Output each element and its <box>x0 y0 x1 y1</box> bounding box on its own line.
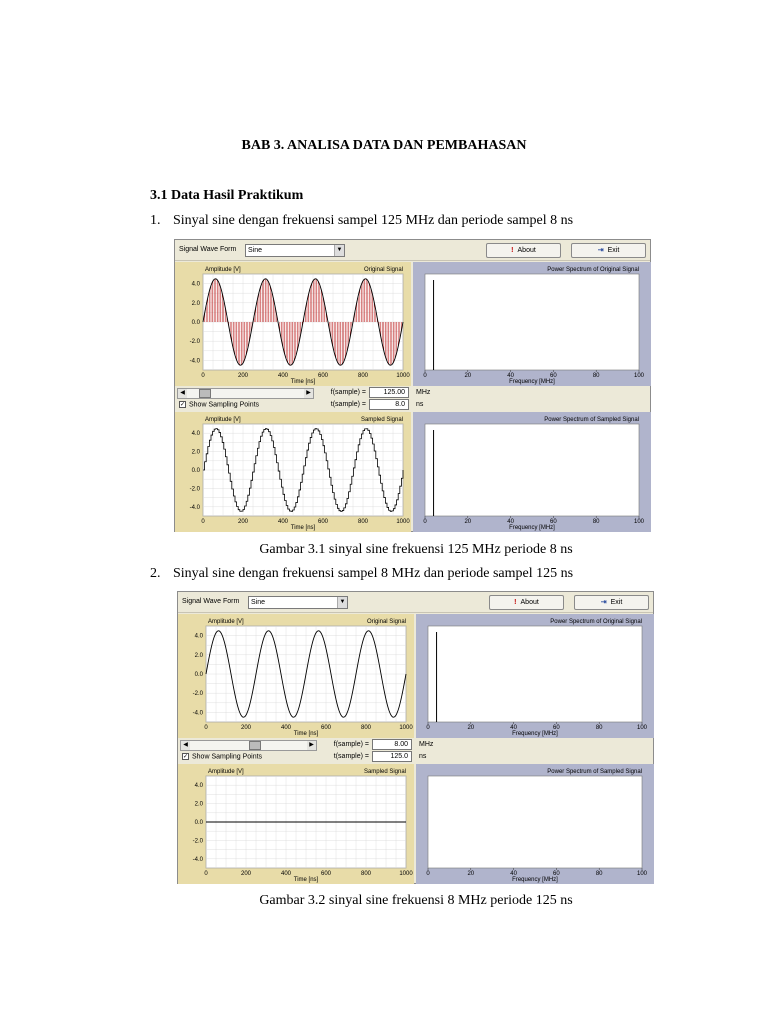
x-tick-label: 100 <box>636 871 648 877</box>
x-tick-label: 600 <box>317 373 329 379</box>
y-axis-label: Amplitude [V] <box>205 417 241 423</box>
list-item-1 <box>150 213 573 229</box>
wave-form-select[interactable] <box>245 244 345 257</box>
chart-title: Power Spectrum of Sampled Signal <box>547 769 642 775</box>
x-tick-label: 0 <box>204 725 208 731</box>
x-tick-label: 1000 <box>399 725 413 731</box>
x-tick-label: 0 <box>426 871 430 877</box>
exit-label: Exit <box>607 247 620 254</box>
x-tick-label: 600 <box>320 871 332 877</box>
sampled-signal-panel <box>178 764 414 884</box>
tsample-label: t(sample) = <box>333 753 369 760</box>
x-tick-label: 80 <box>592 373 600 379</box>
sampled-spectrum-panel <box>416 764 654 884</box>
chevron-down-icon[interactable]: ▼ <box>334 245 344 256</box>
y-tick-label: 4.0 <box>191 281 200 288</box>
about-label: About <box>517 247 536 254</box>
x-tick-label: 0 <box>423 519 427 525</box>
y-tick-label: 4.0 <box>191 431 200 438</box>
list-item-text: Sinyal sine dengan frekuensi sampel 125 MHz dan periode sampel 8 ns <box>173 213 574 228</box>
figure-caption-1: Gambar 3.1 sinyal sine frekuensi 125 MHz periode 8 ns <box>259 542 573 557</box>
figure-caption-2: Gambar 3.2 sinyal sine frekuensi 8 MHz periode 125 ns <box>259 893 573 908</box>
wave-form-label: Signal Wave Form <box>179 246 237 253</box>
x-tick-label: 20 <box>464 373 472 379</box>
chart-title: Power Spectrum of Original Signal <box>550 619 642 625</box>
tsample-field[interactable]: 125.0 <box>372 751 412 762</box>
y-tick-label: -2.0 <box>192 838 203 845</box>
plot-area <box>425 424 639 516</box>
x-axis-label: Time [ns] <box>293 731 319 737</box>
x-axis-label: Frequency [MHz] <box>512 731 558 737</box>
tsample-unit: ns <box>416 401 424 408</box>
y-tick-label: 4.0 <box>194 633 203 640</box>
chart-title: Power Spectrum of Original Signal <box>547 267 639 273</box>
x-tick-label: 600 <box>320 725 332 731</box>
y-tick-label: 0.0 <box>194 820 203 826</box>
exit-icon: ⇥ <box>600 599 607 606</box>
fsample-label: f(sample) = <box>330 389 366 396</box>
arrow-right-icon[interactable]: ▶ <box>307 741 316 750</box>
x-tick-label: 60 <box>553 725 560 731</box>
original-spectrum-chart <box>416 614 654 738</box>
original-spectrum-panel <box>413 262 651 386</box>
x-tick-label: 400 <box>277 519 289 525</box>
original-signal-chart <box>175 262 411 386</box>
y-tick-label: -2.0 <box>189 486 200 493</box>
x-tick-label: 60 <box>553 871 560 877</box>
x-tick-label: 80 <box>592 519 600 525</box>
x-tick-label: 100 <box>636 725 648 731</box>
x-tick-label: 1000 <box>399 871 413 877</box>
sampling-slider[interactable] <box>180 740 317 751</box>
arrow-left-icon[interactable]: ◀ <box>178 389 187 398</box>
y-axis-label: Amplitude [V] <box>205 267 241 273</box>
plot-area <box>428 776 642 868</box>
show-sampling-label: Show Sampling Points <box>189 401 260 409</box>
x-tick-label: 400 <box>280 871 292 877</box>
x-tick-label: 40 <box>507 373 514 379</box>
toolbar <box>175 240 650 261</box>
signal-app-2 <box>177 591 654 884</box>
x-axis-label: Frequency [MHz] <box>509 379 555 385</box>
x-tick-label: 20 <box>467 871 475 877</box>
y-tick-label: 2.0 <box>194 801 203 808</box>
y-tick-label: 0.0 <box>191 468 200 474</box>
x-tick-label: 60 <box>550 373 557 379</box>
x-tick-label: 200 <box>240 725 252 731</box>
y-tick-label: 2.0 <box>194 652 203 659</box>
arrow-right-icon[interactable]: ▶ <box>304 389 313 398</box>
show-sampling-checkbox[interactable] <box>179 401 259 408</box>
plot-area <box>428 626 642 722</box>
show-sampling-label: Show Sampling Points <box>192 753 263 761</box>
exit-button[interactable] <box>571 243 646 258</box>
fsample-field[interactable]: 125.00 <box>369 387 409 398</box>
x-tick-label: 40 <box>507 519 514 525</box>
wave-form-select[interactable] <box>248 596 348 609</box>
y-axis-label: Amplitude [V] <box>208 619 244 625</box>
tsample-field[interactable]: 8.0 <box>369 399 409 410</box>
y-tick-label: 2.0 <box>191 300 200 307</box>
sampled-signal-chart <box>175 412 411 532</box>
list-item-number: 2. <box>150 566 161 581</box>
exit-icon: ⇥ <box>597 247 604 254</box>
x-axis-label: Frequency [MHz] <box>509 525 555 531</box>
fsample-field[interactable]: 8.00 <box>372 739 412 750</box>
x-axis-label: Time [ns] <box>293 877 319 883</box>
sampling-controls <box>175 386 650 412</box>
plot-area <box>425 274 639 370</box>
x-tick-label: 400 <box>280 725 292 731</box>
chevron-down-icon[interactable]: ▼ <box>337 597 347 608</box>
x-tick-label: 80 <box>595 871 603 877</box>
y-tick-label: -4.0 <box>189 358 200 365</box>
wave-form-label: Signal Wave Form <box>182 598 240 605</box>
x-tick-label: 0 <box>423 373 427 379</box>
x-tick-label: 0 <box>426 725 430 731</box>
x-tick-label: 20 <box>464 519 472 525</box>
x-tick-label: 800 <box>357 373 369 379</box>
slider-thumb[interactable] <box>249 741 261 750</box>
x-tick-label: 0 <box>201 373 205 379</box>
x-tick-label: 100 <box>633 519 645 525</box>
x-axis-label: Time [ns] <box>290 525 316 531</box>
fsample-unit: MHz <box>416 389 431 396</box>
checkbox-check-icon[interactable]: ✓ <box>180 402 186 408</box>
wave-form-value: Sine <box>251 599 266 606</box>
x-tick-label: 400 <box>277 373 289 379</box>
about-label: About <box>520 599 539 606</box>
x-tick-label: 1000 <box>396 373 410 379</box>
x-tick-label: 200 <box>237 519 249 525</box>
original-spectrum-chart <box>413 262 651 386</box>
sampling-slider[interactable] <box>177 388 314 399</box>
y-tick-label: -4.0 <box>192 710 203 717</box>
y-tick-label: -2.0 <box>189 339 200 346</box>
x-tick-label: 20 <box>467 725 475 731</box>
x-tick-label: 60 <box>550 519 557 525</box>
exit-label: Exit <box>610 599 623 606</box>
sampling-controls <box>178 738 653 764</box>
exit-button[interactable] <box>574 595 649 610</box>
fsample-unit: MHz <box>419 741 434 748</box>
y-axis-label: Amplitude [V] <box>208 769 244 775</box>
y-tick-label: 0.0 <box>191 320 200 326</box>
sampled-spectrum-panel <box>413 412 651 532</box>
fsample-label: f(sample) = <box>333 741 369 748</box>
original-signal-chart <box>178 614 414 738</box>
exclamation-icon: ! <box>511 247 514 254</box>
original-signal-panel <box>178 614 414 738</box>
original-spectrum-panel <box>416 614 654 738</box>
wave-form-value: Sine <box>248 247 263 254</box>
x-tick-label: 800 <box>360 725 372 731</box>
slider-thumb[interactable] <box>199 389 211 398</box>
x-tick-label: 40 <box>510 871 517 877</box>
list-item-2 <box>150 566 573 582</box>
y-tick-label: 4.0 <box>194 783 203 790</box>
y-tick-label: -4.0 <box>192 856 203 863</box>
chart-title: Power Spectrum of Sampled Signal <box>544 417 639 423</box>
tsample-label: t(sample) = <box>330 401 366 408</box>
show-sampling-checkbox[interactable] <box>182 753 262 760</box>
x-tick-label: 0 <box>204 871 208 877</box>
about-button[interactable] <box>489 595 564 610</box>
x-tick-label: 0 <box>201 519 205 525</box>
signal-app-1 <box>174 239 651 532</box>
sampled-spectrum-chart <box>416 764 654 884</box>
x-tick-label: 40 <box>510 725 517 731</box>
y-tick-label: -4.0 <box>189 504 200 511</box>
y-tick-label: 2.0 <box>191 449 200 456</box>
checkbox-check-icon[interactable]: ✓ <box>183 754 189 760</box>
sampled-signal-chart <box>178 764 414 884</box>
section-title: 3.1 Data Hasil Praktikum <box>150 188 304 203</box>
chart-title: Original Signal <box>363 267 403 273</box>
x-tick-label: 800 <box>360 871 372 877</box>
exclamation-icon: ! <box>514 599 517 606</box>
x-axis-label: Frequency [MHz] <box>512 877 558 883</box>
y-tick-label: 0.0 <box>194 672 203 678</box>
sampled-spectrum-chart <box>413 412 651 532</box>
chart-title: Sampled Signal <box>363 769 406 775</box>
chart-title: Sampled Signal <box>360 417 403 423</box>
x-tick-label: 1000 <box>396 519 410 525</box>
x-tick-label: 600 <box>317 519 329 525</box>
x-tick-label: 200 <box>237 373 249 379</box>
x-tick-label: 100 <box>633 373 645 379</box>
y-tick-label: -2.0 <box>192 691 203 698</box>
about-button[interactable] <box>486 243 561 258</box>
list-item-number: 1. <box>150 213 161 228</box>
x-axis-label: Time [ns] <box>290 379 316 385</box>
tsample-unit: ns <box>419 753 427 760</box>
x-tick-label: 80 <box>595 725 603 731</box>
list-item-text: Sinyal sine dengan frekuensi sampel 8 MHz dan periode sampel 125 ns <box>173 566 574 581</box>
sampled-signal-panel <box>175 412 411 532</box>
x-tick-label: 800 <box>357 519 369 525</box>
chart-title: Original Signal <box>366 619 406 625</box>
chapter-title: BAB 3. ANALISA DATA DAN PEMBAHASAN <box>241 138 527 153</box>
toolbar <box>178 592 653 613</box>
arrow-left-icon[interactable]: ◀ <box>181 741 190 750</box>
x-tick-label: 200 <box>240 871 252 877</box>
original-signal-panel <box>175 262 411 386</box>
